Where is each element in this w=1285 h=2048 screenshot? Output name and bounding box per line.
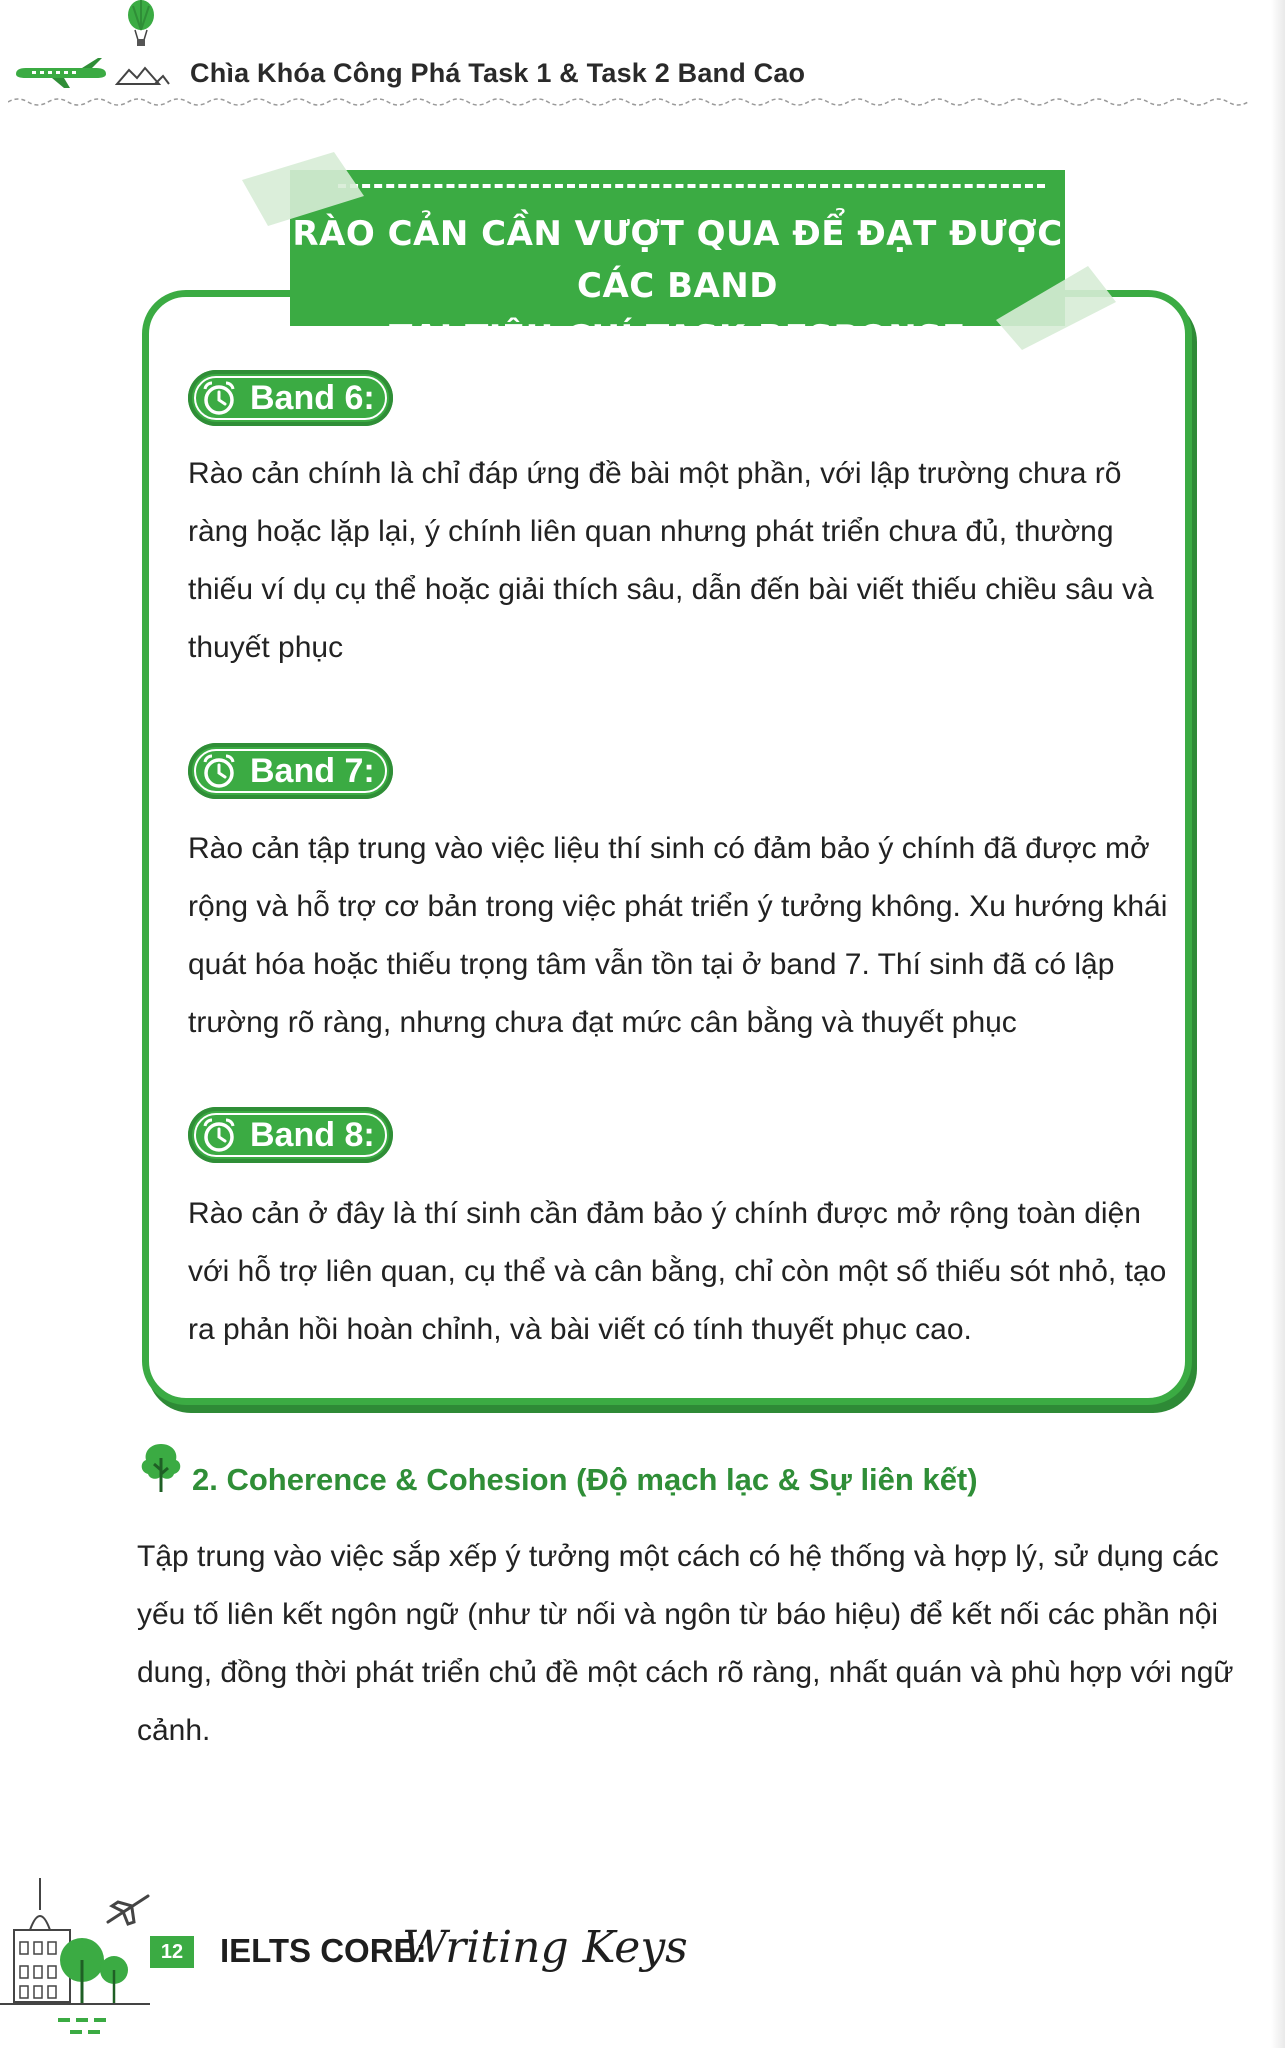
tape-bottom-right bbox=[990, 262, 1120, 352]
section-2-heading: 2. Coherence & Cohesion (Độ mạch lạc & Sự liên kết) bbox=[192, 1462, 978, 1497]
tree-icon bbox=[136, 1440, 186, 1494]
alarm-clock-icon bbox=[200, 753, 238, 791]
page-edge bbox=[1271, 0, 1285, 2048]
band-8-badge bbox=[188, 1107, 393, 1163]
band-7-label: Band 7: bbox=[250, 752, 375, 790]
band-8-text: Rào cản ở đây là thí sinh cần đảm bảo ý chính được mở rộng toàn diện với hỗ trợ liên quan, cụ thể và cân bằng, chỉ còn một số thiếu sót nhỏ, tạo ra phản hồi hoàn chỉnh, và bài viết có tính thuyết phục cao. bbox=[188, 1197, 1167, 1346]
band-8-label: Band 8: bbox=[250, 1116, 375, 1154]
band-6-label: Band 6: bbox=[250, 379, 375, 417]
band-6-badge bbox=[188, 370, 393, 426]
banner-title bbox=[290, 208, 1065, 364]
header-divider bbox=[8, 96, 1248, 108]
page-number: 12 bbox=[150, 1936, 194, 1968]
band-7-text: Rào cản tập trung vào việc liệu thí sinh có đảm bảo ý chính đã được mở rộng và hỗ trợ cơ bản trong việc phát triển ý tưởng không. Xu hướng khái quát hóa hoặc thiếu trọng tâm vẫn tồn tại ở band 7. Thí sinh đã có lập trường rõ ràng, nhưng chưa đạt mức cân bằng và thuyết phục bbox=[188, 832, 1168, 1039]
band-7-badge bbox=[188, 743, 393, 799]
airplane-icon bbox=[104, 1890, 154, 1930]
section-2-text: Tập trung vào việc sắp xếp ý tưởng một cách có hệ thống và hợp lý, sử dụng các yếu tố liên kết ngôn ngữ (như từ nối và ngôn từ báo hiệu) để kết nối các phần nội dung, đồng thời phát triển chủ đề một cách rõ ràng, nhất quán và phù hợp với ngữ cảnh. bbox=[137, 1540, 1234, 1747]
banner-title-line-2: TẠI TIÊU CHÍ TASK RESPONSE bbox=[389, 318, 966, 358]
banner-title-line-1: RÀO CẢN CẦN VƯỢT QUA ĐỂ ĐẠT ĐƯỢC CÁC BAND bbox=[292, 214, 1063, 306]
band-6-text: Rào cản chính là chỉ đáp ứng đề bài một phần, với lập trường chưa rõ ràng hoặc lặp lại, ý chính liên quan nhưng phát triển chưa đủ, thường thiếu ví dụ cụ thể hoặc giải thích sâu, dẫn đến bài viết thiếu chiều sâu và thuyết phục bbox=[188, 457, 1154, 664]
alarm-clock-icon bbox=[200, 380, 238, 418]
running-header-title: Chìa Khóa Công Phá Task 1 & Task 2 Band Cao bbox=[190, 58, 806, 88]
footer-script-title: Writing Keys bbox=[402, 1922, 688, 1973]
alarm-clock-icon bbox=[200, 1117, 238, 1155]
page-footer bbox=[0, 1870, 1285, 2048]
page-header bbox=[0, 0, 1285, 120]
footer-brand: IELTS CORE: bbox=[220, 1932, 427, 1969]
landscape-icon bbox=[115, 64, 171, 86]
hot-air-balloon-icon bbox=[124, 0, 158, 50]
section-banner bbox=[290, 170, 1065, 358]
tape-top-left bbox=[238, 150, 368, 230]
airplane-icon bbox=[12, 56, 108, 90]
banner-dashed-line bbox=[338, 184, 1045, 188]
